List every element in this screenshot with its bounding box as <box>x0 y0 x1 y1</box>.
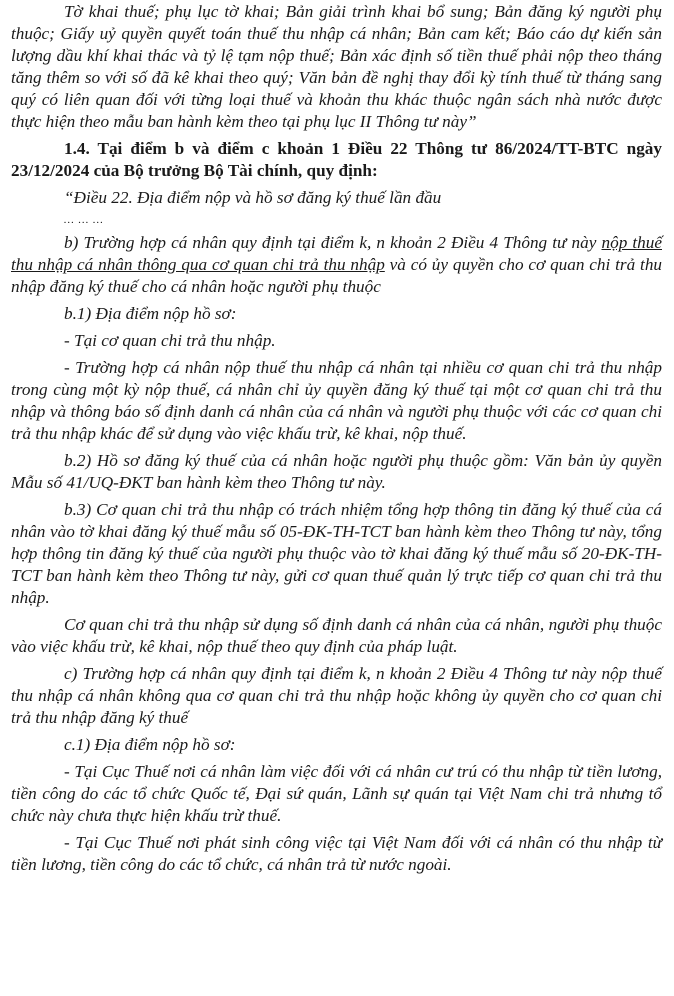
article-title: “Điều 22. Địa điểm nộp và hồ sơ đăng ký thuế lần đầu <box>64 188 442 207</box>
ellipsis: … … … <box>64 214 104 226</box>
section-heading: 1.4. Tại điểm b và điểm c khoản 1 Điều 22 Thông tư 86/2024/TT-BTC ngày 23/12/2024 của Bộ trưởng Bộ Tài chính, quy định: <box>11 139 662 180</box>
b3-paragraph: b.3) Cơ quan chi trả thu nhập có trách nhiệm tổng hợp thông tin đăng ký thuế của cá nhân vào tờ khai đăng ký thuế mẫu số 05-ĐK-TH-TCT ban hành kèm theo Thông tư này, tổng hợp thông tin đăng ký thuế của người phụ thuộc vào tờ khai đăng ký thuế mẫu số 20-ĐK-TH-TCT ban hành kèm theo Thông tư này, gửi cơ quan thuế quản lý trực tiếp cơ quan chi trả thu nhập. <box>11 500 662 607</box>
b2-paragraph: b.2) Hồ sơ đăng ký thuế của cá nhân hoặc người phụ thuộc gồm: Văn bản ủy quyền Mẫu số 41/UQ-ĐKT ban hành kèm theo Thông tư này. <box>11 451 662 492</box>
paragraph-b-end: và có ủy quyền cho cơ quan chi trả thu nhập đăng ký thuế cho cá nhân hoặc người phụ thuộc <box>11 255 663 296</box>
c1-item-2: - Tại Cục Thuế nơi phát sinh công việc tại Việt Nam đối với cá nhân có thu nhập từ tiền lương, tiền công do các tổ chức, cá nhân trả từ nước ngoài. <box>11 833 662 874</box>
paragraph-b-start: b) Trường hợp cá nhân quy định tại điểm k, n khoản 2 Điều 4 Thông tư này <box>64 233 602 252</box>
paragraph-b <box>11 232 662 298</box>
b1-item-1: - Tại cơ quan chi trả thu nhập. <box>64 331 276 350</box>
c1-title: c.1) Địa điểm nộp hồ sơ: <box>64 735 236 754</box>
c1-item-1: - Tại Cục Thuế nơi cá nhân làm việc đối với cá nhân cư trú có thu nhập từ tiền lương, tiền công do các tổ chức Quốc tế, Đại sứ quán, Lãnh sự quán tại Việt Nam chi trả nhưng tổ chức này chưa thực hiện khấu trừ thuế. <box>11 762 662 825</box>
paragraph-c: c) Trường hợp cá nhân quy định tại điểm k, n khoản 2 Điều 4 Thông tư này nộp thuế thu nhập cá nhân không qua cơ quan chi trả thu nhập hoặc không ủy quyền cho cơ quan chi trả thu nhập đăng ký thuế <box>11 664 662 727</box>
b1-title: b.1) Địa điểm nộp hồ sơ: <box>64 304 237 323</box>
paragraph-b-underlined: nộp thuế thu nhập cá nhân thông qua cơ quan chi trả thu nhập <box>11 233 662 274</box>
b3-note: Cơ quan chi trả thu nhập sử dụng số định danh cá nhân của cá nhân, người phụ thuộc vào việc khấu trừ, kê khai, nộp thuế theo quy định của pháp luật. <box>11 615 662 656</box>
b1-item-2: - Trường hợp cá nhân nộp thuế thu nhập cá nhân tại nhiều cơ quan chi trả thu nhập trong cùng một kỳ nộp thuế, cá nhân chỉ ủy quyền đăng ký thuế tại một cơ quan chi trả thu nhập và thông báo số định danh cá nhân của cá nhân và người phụ thuộc với các cơ quan chi trả thu nhập khác để sử dụng vào việc khấu trừ, kê khai, nộp thuế. <box>11 358 662 443</box>
paragraph-forms-list: Tờ khai thuế; phụ lục tờ khai; Bản giải trình khai bổ sung; Bản đăng ký người phụ thuộc; Giấy uỷ quyền quyết toán thuế thu nhập cá nhân; Bản cam kết; Báo cáo dự kiến sản lượng dầu khí khai thác và tỷ lệ tạm nộp thuế; Bản xác định số tiền thuế phải nộp theo tháng tăng thêm so với số đã kê khai theo quý; Văn bản đề nghị thay đổi kỳ tính thuế từ tháng sang quý có liên quan đối với từng loại thuế và khoản thu khác thuộc ngân sách nhà nước được thực hiện theo mẫu ban hành kèm theo tại phụ lục II Thông tư này” <box>11 2 662 131</box>
